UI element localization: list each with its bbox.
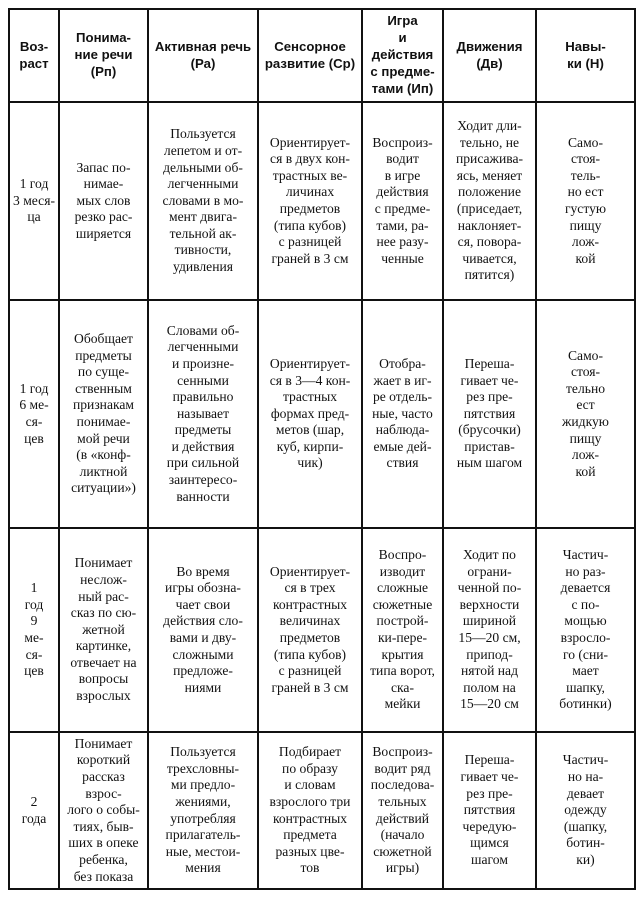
- cell-play: Отобра- жает в иг- ре отдель- ные, часто наблюда- емые дей- ствия: [362, 300, 443, 528]
- cell-play: Воспроиз- водит ряд последова- тельных действий (начало сюжетной игры): [362, 732, 443, 889]
- cell-sensory: Ориентирует- ся в двух кон- трастных ве- личинах предметов (типа кубов) с разницей граней в 3 см: [258, 102, 362, 300]
- header-skills: Навы- ки (Н): [536, 9, 635, 102]
- cell-sensory: Подбирает по образу и словам взрослого три контрастных предмета разных цве- тов: [258, 732, 362, 889]
- cell-age: 1 год 6 ме- ся- цев: [9, 300, 59, 528]
- cell-understanding: Обобщает предметы по суще- ственным признакам понимае- мой речи (в «конф- ликтной ситуации»): [59, 300, 148, 528]
- cell-skills: Частич- но на- девает одежду (шапку, ботин- ки): [536, 732, 635, 889]
- table-row: [9, 732, 635, 889]
- header-play: Игра и действия с предме- тами (Ип): [362, 9, 443, 102]
- cell-understanding: Понимает короткий рассказ взрос- лого о собы- тиях, быв- ших в опеке ребенка, без показа: [59, 732, 148, 889]
- cell-movement: Переша- гивает че- рез пре- пятствия (брусочки) пристав- ным шагом: [443, 300, 536, 528]
- cell-understanding: Понимает неслож- ный рас- сказ по сю- жетной картинке, отвечает на вопросы взрослых: [59, 528, 148, 732]
- cell-understanding: Запас по- нимае- мых слов резко рас- ширяется: [59, 102, 148, 300]
- header-understanding: Понима- ние речи (Рп): [59, 9, 148, 102]
- header-row: [9, 9, 635, 102]
- cell-age: 2 года: [9, 732, 59, 889]
- table-row: [9, 528, 635, 732]
- cell-skills: Само- стоя- тель- но ест густую пищу лож- кой: [536, 102, 635, 300]
- header-sensory: Сенсорное развитие (Ср): [258, 9, 362, 102]
- cell-movement: Ходит по ограни- ченной по- верхности шириной 15—20 см, припод- нятой над полом на 15—20 см: [443, 528, 536, 732]
- header-active-speech: Активная речь (Ра): [148, 9, 258, 102]
- cell-movement: Ходит дли- тельно, не присажива- ясь, меняет положение (приседает, наклоняет- ся, поворa- чивается, пятится): [443, 102, 536, 300]
- cell-active-speech: Пользуется лепетом и от- дельными об- легченными словами в мо- мент двига- тельной ак- тивности, удивления: [148, 102, 258, 300]
- cell-age: 1 год 3 меся- ца: [9, 102, 59, 300]
- cell-sensory: Ориентирует- ся в трех контрастных величинах предметов (типа кубов) с разницей граней в 3 см: [258, 528, 362, 732]
- cell-active-speech: Пользуется трехсловны- ми предло- жениями, употребляя прилагатель- ные, местои- мения: [148, 732, 258, 889]
- header-movement: Движения (Дв): [443, 9, 536, 102]
- table-row: [9, 102, 635, 300]
- cell-movement: Переша- гивает че- рез пре- пятствия чередую- щимся шагом: [443, 732, 536, 889]
- cell-skills: Частич- но раз- девается с по- мощью взросло- го (сни- мает шапку, ботинки): [536, 528, 635, 732]
- header-age: Воз- раст: [9, 9, 59, 102]
- cell-age: 1 год 9 ме- ся- цев: [9, 528, 59, 732]
- table-row: [9, 300, 635, 528]
- cell-active-speech: Словами об- легченными и произне- сенными правильно называет предметы и действия при сильной заинтересо- ванности: [148, 300, 258, 528]
- cell-sensory: Ориентирует- ся в 3—4 кон- трастных формах пред- метов (шар, куб, кирпи- чик): [258, 300, 362, 528]
- cell-play: Воспро- изводит сложные сюжетные построй- ки-пере- крытия типа ворот, ска- мейки: [362, 528, 443, 732]
- cell-play: Воспроиз- водит в игре действия с предме- тами, ра- нее разу- ченные: [362, 102, 443, 300]
- cell-active-speech: Во время игры обозна- чает свои действия сло- вами и дву- сложными предложе- ниями: [148, 528, 258, 732]
- cell-skills: Само- стоя- тельно ест жидкую пищу лож- кой: [536, 300, 635, 528]
- development-table: [8, 8, 636, 890]
